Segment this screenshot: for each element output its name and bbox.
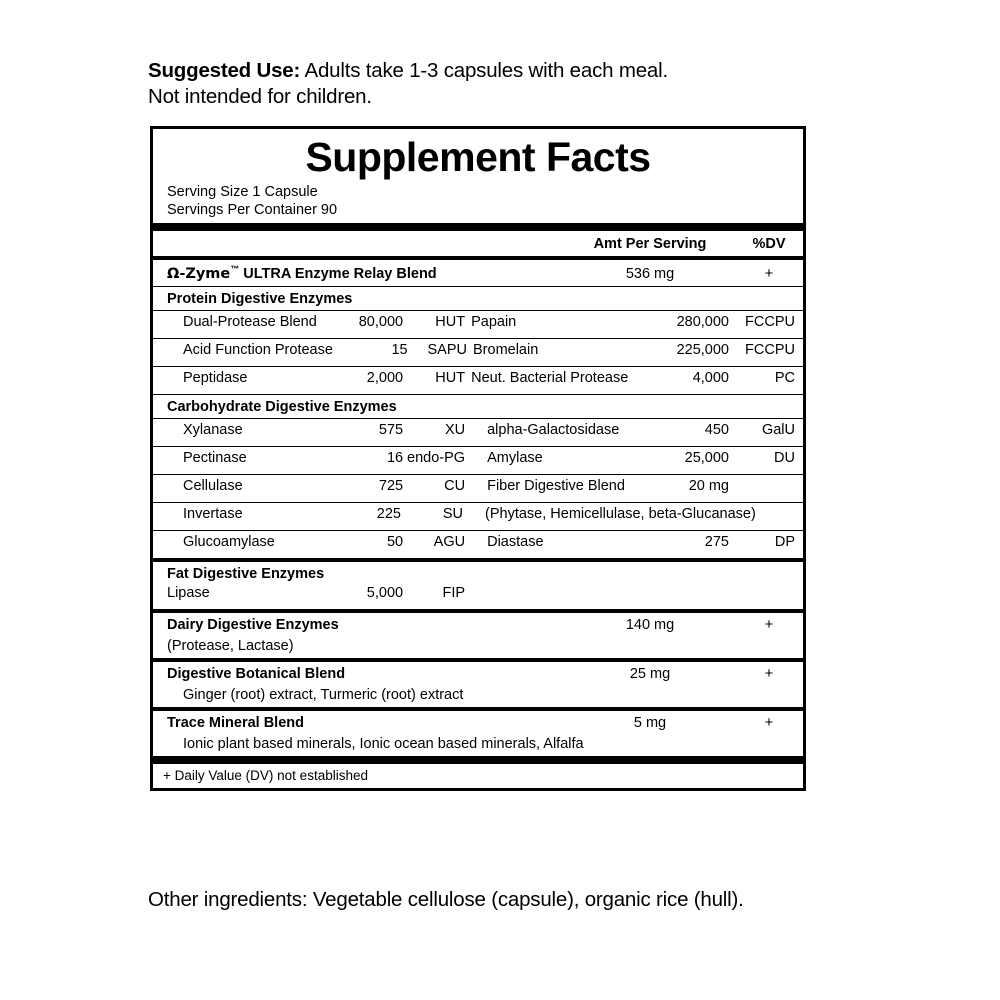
nutrient-value: 80,000 bbox=[358, 313, 404, 330]
botanical-blend-dv: + bbox=[764, 665, 774, 682]
servings-per-container: Servings Per Container 90 bbox=[167, 202, 338, 218]
row-left bbox=[153, 534, 471, 550]
dv-header: %DV bbox=[752, 236, 786, 252]
table-row bbox=[153, 311, 803, 338]
row-right bbox=[471, 478, 803, 494]
row-left bbox=[153, 370, 471, 386]
nutrient-unit: endo-PG bbox=[407, 449, 466, 466]
row-right bbox=[473, 342, 803, 358]
nutrient-value: 50 bbox=[386, 533, 404, 550]
botanical-blend-label: Digestive Botanical Blend bbox=[167, 665, 346, 682]
trademark-symbol: ™ bbox=[230, 264, 240, 274]
relay-blend-amount: 536 mg bbox=[625, 265, 675, 282]
nutrient-name: Fiber Digestive Blend bbox=[487, 477, 625, 494]
dairy-blend-sub: (Protease, Lactase) bbox=[167, 637, 294, 654]
serving-size: Serving Size 1 Capsule bbox=[167, 184, 318, 200]
row-right bbox=[471, 314, 803, 330]
row-left bbox=[153, 450, 471, 466]
relay-blend-name-suffix: ULTRA Enzyme Relay Blend bbox=[239, 265, 437, 282]
column-headers bbox=[153, 231, 803, 256]
nutrient-name: Xylanase bbox=[183, 421, 243, 438]
table-row bbox=[153, 585, 803, 609]
nutrient-value: 20 mg bbox=[688, 477, 729, 494]
row-relay-blend bbox=[153, 260, 803, 286]
table-row bbox=[153, 419, 803, 446]
table-row bbox=[153, 367, 803, 394]
nutrient-name: (Phytase, Hemicellulase, beta-Glucanase) bbox=[485, 505, 756, 522]
nutrient-unit: FCCPU bbox=[745, 313, 795, 330]
nutrient-unit: SU bbox=[442, 505, 463, 522]
divider-thick-top bbox=[153, 223, 803, 231]
nutrient-unit: XU bbox=[444, 421, 466, 438]
nutrient-name: alpha-Galactosidase bbox=[487, 421, 620, 438]
row-left bbox=[153, 314, 471, 330]
nutrient-name: Glucoamylase bbox=[183, 533, 275, 550]
nutrient-value: 5,000 bbox=[366, 584, 404, 601]
table-row bbox=[153, 447, 803, 474]
trace-blend-label: Trace Mineral Blend bbox=[167, 714, 304, 731]
nutrient-value: 2,000 bbox=[366, 369, 404, 386]
nutrient-unit: GalU bbox=[761, 421, 795, 438]
nutrient-name: Dual-Protease Blend bbox=[183, 313, 317, 330]
nutrient-unit: PC bbox=[774, 369, 795, 386]
trace-blend-sub: Ionic plant based minerals, Ionic ocean based minerals, Alfalfa bbox=[183, 735, 584, 752]
table-row bbox=[153, 503, 803, 530]
nutrient-value: 16 bbox=[386, 449, 404, 466]
botanical-blend-sub: Ginger (root) extract, Turmeric (root) extract bbox=[183, 686, 464, 703]
nutrient-value: 450 bbox=[704, 421, 729, 438]
nutrient-name: Papain bbox=[471, 313, 517, 330]
trace-blend-amount: 5 mg bbox=[633, 714, 667, 731]
nutrient-name: Diastase bbox=[487, 533, 544, 550]
nutrient-value: 725 bbox=[378, 477, 404, 494]
nutrient-unit: DP bbox=[774, 533, 795, 550]
divider-thick-bottom bbox=[153, 756, 803, 764]
row-left bbox=[153, 478, 471, 494]
row-right bbox=[471, 422, 803, 438]
other-ingredients: Other ingredients: Vegetable cellulose (capsule), organic rice (hull). bbox=[148, 888, 744, 911]
row-left bbox=[153, 422, 471, 438]
row-left bbox=[153, 585, 471, 601]
section-heading-fat: Fat Digestive Enzymes bbox=[167, 565, 325, 582]
daily-value-footnote: + Daily Value (DV) not established bbox=[163, 767, 368, 783]
row-dairy-blend bbox=[153, 613, 803, 637]
row-left bbox=[153, 506, 469, 522]
nutrient-name: Peptidase bbox=[183, 369, 248, 386]
table-row bbox=[153, 475, 803, 502]
table-row bbox=[153, 339, 803, 366]
row-right bbox=[471, 534, 803, 550]
nutrient-unit: DU bbox=[774, 449, 795, 466]
nutrient-name: Pectinase bbox=[183, 449, 247, 466]
section-heading-carbohydrate: Carbohydrate Digestive Enzymes bbox=[167, 398, 397, 415]
nutrient-value: 275 bbox=[704, 533, 729, 550]
nutrient-name: Acid Function Protease bbox=[183, 341, 333, 358]
dairy-blend-amount: 140 mg bbox=[625, 616, 675, 633]
nutrient-value: 4,000 bbox=[692, 369, 729, 386]
relay-blend-dv: + bbox=[764, 265, 774, 282]
header-spacer bbox=[153, 236, 565, 252]
amt-per-serving-header: Amt Per Serving bbox=[593, 236, 707, 252]
nutrient-value: 25,000 bbox=[684, 449, 729, 466]
botanical-blend-amount: 25 mg bbox=[629, 665, 671, 682]
nutrient-unit: FCCPU bbox=[745, 341, 795, 358]
nutrient-name: Amylase bbox=[487, 449, 543, 466]
supplement-facts-panel bbox=[150, 126, 806, 791]
nutrient-unit: HUT bbox=[435, 313, 466, 330]
relay-blend-name: Ω-Zyme bbox=[167, 265, 231, 282]
row-right bbox=[469, 506, 803, 522]
nutrient-name: Invertase bbox=[183, 505, 243, 522]
nutrient-value: 575 bbox=[378, 421, 404, 438]
table-row bbox=[153, 531, 803, 558]
nutrient-value: 280,000 bbox=[676, 313, 729, 330]
nutrient-name: Lipase bbox=[167, 584, 210, 601]
section-heading-protein: Protein Digestive Enzymes bbox=[167, 290, 353, 307]
nutrient-unit: FIP bbox=[442, 584, 466, 601]
suggested-use-text bbox=[148, 58, 868, 110]
row-right bbox=[471, 450, 803, 466]
nutrient-unit: HUT bbox=[435, 369, 466, 386]
nutrient-value: 225,000 bbox=[676, 341, 729, 358]
nutrient-name: Cellulase bbox=[183, 477, 243, 494]
nutrient-name: Neut. Bacterial Protease bbox=[471, 369, 629, 386]
row-botanical-blend bbox=[153, 662, 803, 686]
row-left bbox=[153, 342, 473, 358]
nutrient-value: 225 bbox=[376, 505, 401, 522]
dairy-blend-label: Dairy Digestive Enzymes bbox=[167, 616, 339, 633]
row-trace-blend bbox=[153, 711, 803, 735]
suggested-use-line2: Not intended for children. bbox=[148, 85, 372, 108]
nutrient-unit: CU bbox=[444, 477, 466, 494]
relay-blend-label bbox=[153, 264, 565, 282]
panel-title: Supplement Facts bbox=[305, 134, 651, 180]
row-right bbox=[471, 370, 803, 386]
nutrient-value: 15 bbox=[391, 341, 408, 358]
trace-blend-dv: + bbox=[764, 714, 774, 731]
dairy-blend-dv: + bbox=[764, 616, 774, 633]
suggested-use-body: Adults take 1-3 capsules with each meal. bbox=[300, 59, 668, 82]
nutrient-name: Bromelain bbox=[473, 341, 539, 358]
serving-info bbox=[153, 181, 803, 223]
nutrient-unit: SAPU bbox=[427, 341, 467, 358]
suggested-use-label: Suggested Use: bbox=[148, 59, 301, 82]
nutrient-unit: AGU bbox=[433, 533, 466, 550]
